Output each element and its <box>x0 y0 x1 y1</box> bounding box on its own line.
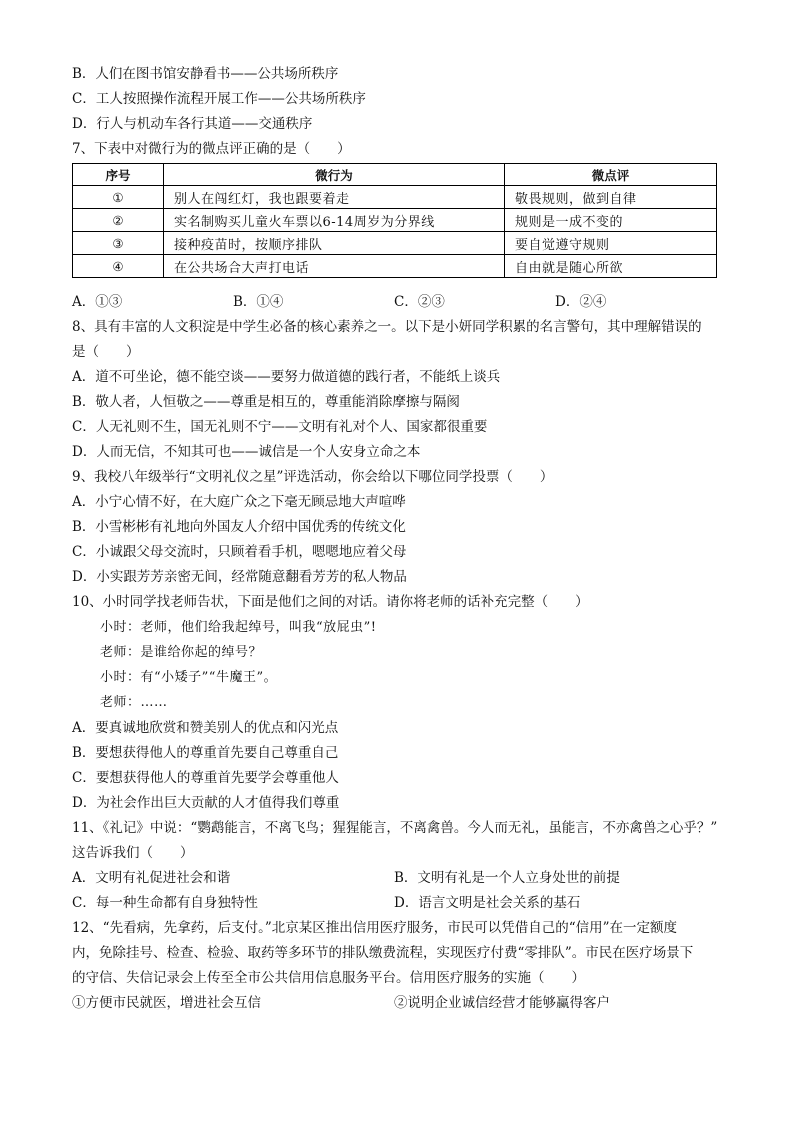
q10-dialogue-line: 小时：有“小矮子”“牛魔王”。 <box>100 670 278 685</box>
table-cell: 在公共场合大声打电话 <box>164 255 505 278</box>
table-header-row <box>73 164 717 186</box>
q10-option-a: A．要真诚地欣赏和赞美别人的优点和闪光点 <box>72 720 339 736</box>
q6-option-c: C．工人按照操作流程开展工作——公共场所秩序 <box>72 91 366 107</box>
q10-option-c: C．要想获得他人的尊重首先要学会尊重他人 <box>72 770 339 786</box>
table-row <box>73 209 717 232</box>
q9-stem: 9、我校八年级举行“文明礼仪之星”评选活动，你会给以下哪位同学投票（ ） <box>72 469 554 485</box>
table-header-cell: 序号 <box>73 164 164 186</box>
table-row <box>73 255 717 278</box>
q7-option-d: D．②④ <box>555 294 607 310</box>
table-row <box>73 232 717 255</box>
q9-option-c: C．小诚跟父母交流时，只顾着看手机，嗯嗯地应着父母 <box>72 544 407 560</box>
table-cell: ① <box>73 186 164 209</box>
q11-option-d: D．语言文明是社会关系的基石 <box>394 895 581 911</box>
table-cell: ③ <box>73 232 164 255</box>
q10-dialogue-line: 小时：老师，他们给我起绰号，叫我“放屁虫”! <box>100 620 377 635</box>
table-cell: 实名制购买儿童火车票以6-14周岁为分界线 <box>164 209 505 232</box>
q10-stem: 10、小时同学找老师告状，下面是他们之间的对话。请你将老师的话补充完整（ ） <box>72 594 589 610</box>
q7-stem: 7、下表中对微行为的微点评正确的是（ ） <box>72 141 351 157</box>
q12-item-1: ①方便市民就医，增进社会互信 <box>72 995 261 1011</box>
q10-dialogue-line: 老师：是谁给你起的绰号？ <box>100 645 263 660</box>
q11-option-c: C．每一种生命都有自身独特性 <box>72 895 258 911</box>
q6-option-d: D．行人与机动车各行其道——交通秩序 <box>72 116 313 132</box>
table-cell: 别人在闯红灯，我也跟要着走 <box>164 186 505 209</box>
table-cell: 要自觉遵守规则 <box>505 232 717 255</box>
q8-stem-line1: 8、具有丰富的人文积淀是中学生必备的核心素养之一。以下是小妍同学积累的名言警句，其中理解错误的 <box>72 319 702 335</box>
table-cell: 敬畏规则，做到自律 <box>505 186 717 209</box>
table-header-cell: 微行为 <box>164 164 505 186</box>
q10-option-b: B．要想获得他人的尊重首先要自己尊重自己 <box>72 745 339 761</box>
table-row <box>73 186 717 209</box>
table-cell: ④ <box>73 255 164 278</box>
q9-option-d: D．小实跟芳芳亲密无间，经常随意翻看芳芳的私人物品 <box>72 569 407 585</box>
q7-option-a: A．①③ <box>72 294 123 310</box>
q9-option-b: B．小雪彬彬有礼地向外国友人介绍中国优秀的传统文化 <box>72 519 406 535</box>
q8-option-b: B．敬人者，人恒敬之——尊重是相互的，尊重能消除摩擦与隔阂 <box>72 394 460 410</box>
table-cell: ② <box>73 209 164 232</box>
q9-option-a: A．小宁心情不好，在大庭广众之下毫无顾忌地大声喧哗 <box>72 494 406 510</box>
table-header-cell: 微点评 <box>505 164 717 186</box>
q12-stem-line3: 的守信、失信记录会上传至全市公共信用信息服务平台。信用医疗服务的实施（ ） <box>72 970 585 986</box>
table-cell: 规则是一成不变的 <box>505 209 717 232</box>
q12-item-2: ②说明企业诚信经营才能够赢得客户 <box>394 995 610 1011</box>
q7-option-b: B．①④ <box>233 294 284 310</box>
q11-stem-line2: 这告诉我们（ ） <box>72 845 194 861</box>
q12-stem-line1: 12、“先看病，先拿药，后支付。”北京某区推出信用医疗服务，市民可以凭借自己的“信用”在一定额度 <box>72 920 678 936</box>
q8-option-a: A．道不可坐论，德不能空谈——要努力做道德的践行者，不能纸上谈兵 <box>72 369 501 385</box>
q7-table <box>72 163 717 278</box>
q11-option-a: A．文明有礼促进社会和谐 <box>72 870 231 886</box>
table-cell: 接种疫苗时，按顺序排队 <box>164 232 505 255</box>
q8-stem-line2: 是（ ） <box>72 344 140 360</box>
table-cell: 自由就是随心所欲 <box>505 255 717 278</box>
q7-option-c: C．②③ <box>394 294 445 310</box>
q10-dialogue-line: 老师：…… <box>100 695 168 710</box>
q6-option-b: B．人们在图书馆安静看书——公共场所秩序 <box>72 66 339 82</box>
q11-option-b: B．文明有礼是一个人立身处世的前提 <box>394 870 620 886</box>
q12-stem-line2: 内，免除挂号、检查、检验、取药等多环节的排队缴费流程，实现医疗付费“零排队”。市民在医疗场景下 <box>72 945 694 961</box>
q8-option-d: D．人而无信，不知其可也——诚信是一个人安身立命之本 <box>72 444 421 460</box>
q8-option-c: C．人无礼则不生，国无礼则不宁——文明有礼对个人、国家都很重要 <box>72 419 488 435</box>
q10-option-d: D．为社会作出巨大贡献的人才值得我们尊重 <box>72 795 340 811</box>
q11-stem-line1: 11、《礼记》中说：“鹦鹉能言，不离飞鸟；猩猩能言，不离禽兽。今人而无礼，虽能言，不亦禽兽之心乎？” <box>72 820 718 836</box>
